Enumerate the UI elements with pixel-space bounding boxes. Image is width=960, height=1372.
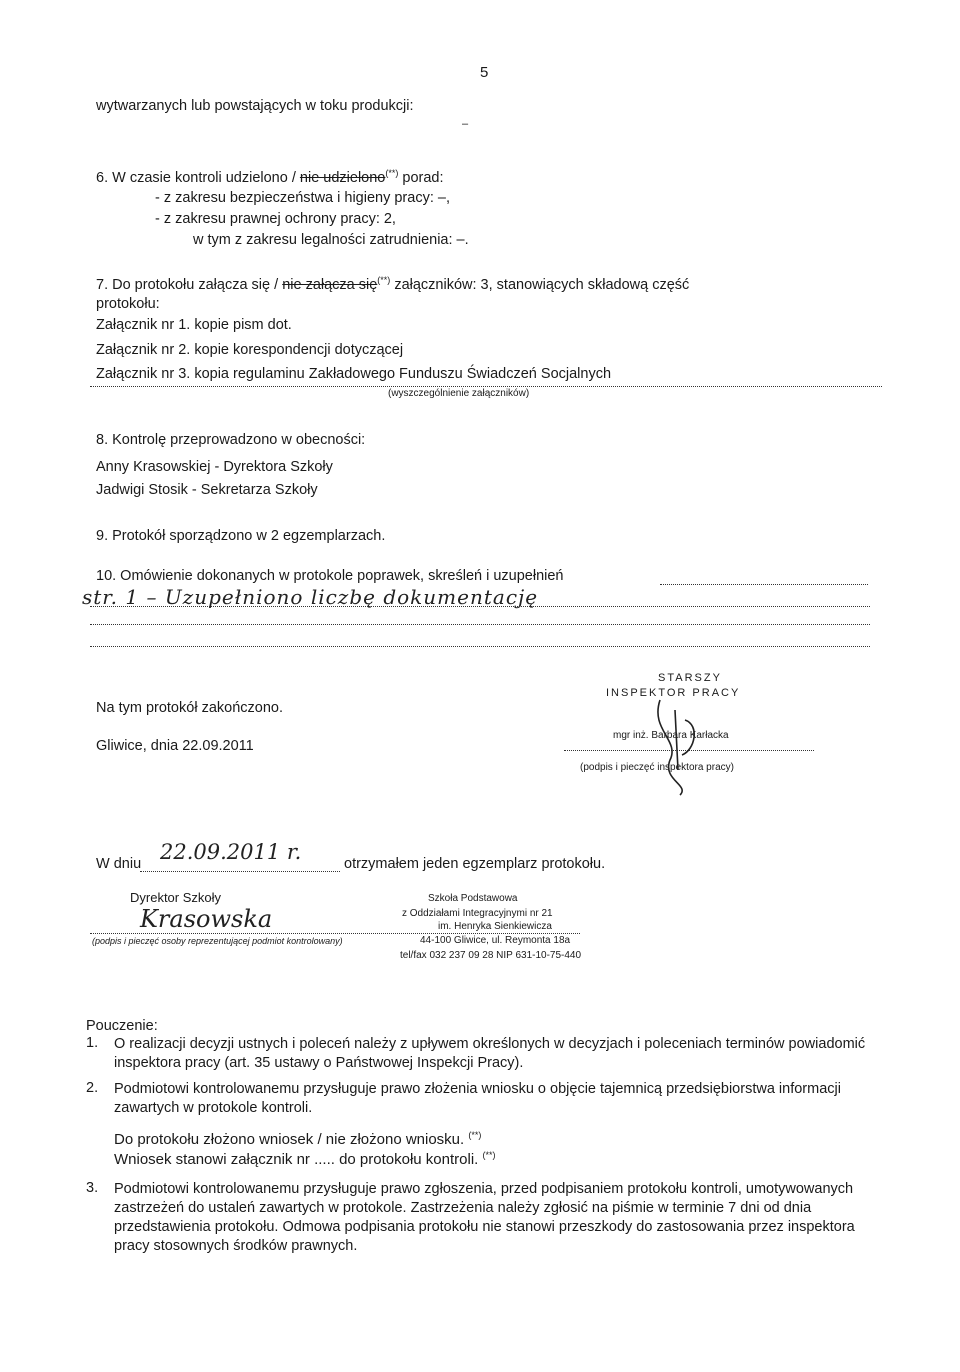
section-10-handwritten: str. 1 – Uzupełniono liczbę dokumentację (82, 585, 539, 609)
director-signature: Krasowska (140, 905, 273, 933)
attachment-2: Załącznik nr 2. kopie korespondencji dotyczącej (96, 342, 404, 358)
receipt-suffix: otrzymałem jeden egzemplarz protokołu. (344, 856, 606, 872)
instructions-heading: Pouczenie: (86, 1018, 158, 1034)
section-10-dotted-3 (90, 624, 870, 625)
instruction-2-sub-1 (114, 1130, 481, 1148)
attachment-3: Załącznik nr 3. kopia regulaminu Zakładowego Funduszu Świadczeń Socjalnych (96, 366, 612, 382)
section-7-line-2: protokołu: (96, 296, 160, 312)
instruction-2-sub-1-text: Do protokołu złożono wniosek / nie złożono wniosku. (114, 1131, 465, 1148)
top-line-dash: – (462, 118, 469, 130)
receipt-prefix: W dniu (96, 856, 142, 872)
section-7-line-1-a: 7. Do protokołu załącza się / (96, 276, 283, 293)
receipt-date-line (140, 871, 340, 872)
instruction-3-number: 3. (86, 1180, 99, 1196)
section-10-dotted-2 (90, 606, 870, 607)
inspector-stamp-line-2: INSPEKTOR PRACY (606, 687, 741, 699)
inspector-signature (640, 690, 720, 800)
section-6-heading (96, 168, 444, 186)
top-line-text: wytwarzanych lub powstających w toku produkcji: (96, 98, 414, 114)
section-8-person-2: Jadwigi Stosik - Sekretarza Szkoły (96, 482, 318, 498)
inspector-stamp-line-1: STARSZY (658, 672, 722, 684)
section-7-line-1-strike: nie załącza się (282, 276, 378, 293)
section-9-text: 9. Protokół sporządzono w 2 egzemplarzach. (96, 528, 386, 544)
instruction-2-sub-2-sup: (**) (482, 1150, 496, 1160)
section-6-heading-sup: (**) (385, 168, 399, 178)
section-6-item-1: - z zakresu bezpieczeństwa i higieny pracy: –, (155, 190, 450, 206)
attachments-caption: (wyszczególnienie załączników) (388, 388, 530, 399)
inspector-name: mgr inż. Barbara Karłacka (613, 730, 729, 741)
section-6-item-3: w tym z zakresu legalności zatrudnienia: –. (193, 232, 469, 248)
instruction-1-number: 1. (86, 1035, 99, 1051)
section-6-heading-a: 6. W czasie kontroli udzielono / (96, 169, 300, 186)
page-number: 5 (480, 64, 489, 81)
section-6-heading-strike: nie udzielono (299, 169, 386, 186)
section-8-person-1: Anny Krasowskiej - Dyrektora Szkoły (96, 459, 333, 475)
instruction-2-sub-2 (114, 1150, 496, 1168)
instruction-2-sub-2-text: Wniosek stanowi załącznik nr ..... do protokołu kontroli. (114, 1151, 479, 1168)
section-7-line-1-sup: (**) (377, 275, 391, 285)
school-stamp-line-2: z Oddziałami Integracyjnymi nr 21 (402, 908, 553, 919)
director-signature-line (90, 933, 580, 934)
school-stamp-line-1: Szkoła Podstawowa (428, 893, 518, 904)
closing-text: Na tym protokół zakończono. (96, 700, 283, 716)
section-8-heading: 8. Kontrolę przeprowadzono w obecności: (96, 432, 366, 448)
director-caption: (podpis i pieczęć osoby reprezentującej podmiot kontrolowany) (92, 936, 343, 946)
director-stamp-title: Dyrektor Szkoły (130, 890, 222, 905)
receipt-date-handwritten: 22.09.2011 r. (160, 840, 302, 864)
instruction-2-sub-1-sup: (**) (468, 1130, 482, 1140)
section-10-dotted-1 (660, 584, 868, 585)
instruction-3-text: Podmiotowi kontrolowanemu przysługuje prawo zgłoszenia, przed podpisaniem protokołu kontroli, umotywowanych zastrzeżeń do ustaleń zawartych w protokole. Zastrzeżenia należy zgłosić na piśmie w terminie 7 dni od dnia przedstawienia protokołu. Odmowa podpisania protokołu nie stanowi przeszkody do zastosowania przez inspektora pracy stosownych środków prawnych. (114, 1181, 855, 1254)
inspector-caption: (podpis i pieczęć inspektora pracy) (580, 762, 734, 773)
attachments-dotted-line (90, 386, 882, 387)
place-date: Gliwice, dnia 22.09.2011 (96, 738, 254, 754)
instruction-1-text: O realizacji decyzji ustnych i poleceń należy z upływem określonych w decyzjach i poleceniach terminów powiadomić inspektora pracy (art. 35 ustawy o Państwowej Inspekcji Pracy). (114, 1036, 866, 1071)
attachment-1: Załącznik nr 1. kopie pism dot. (96, 317, 292, 333)
school-stamp-line-3: im. Henryka Sienkiewicza (438, 921, 552, 932)
school-stamp-line-4: 44-100 Gliwice, ul. Reymonta 18a (420, 935, 571, 946)
instruction-2-number: 2. (86, 1080, 99, 1096)
section-7-line-1-b: załączników: 3, stanowiących składową część (390, 276, 690, 293)
school-stamp-line-5: tel/fax 032 237 09 28 NIP 631-10-75-440 (400, 950, 582, 961)
instruction-2-text: Podmiotowi kontrolowanemu przysługuje prawo złożenia wniosku o objęcie tajemnicą przedsiębiorstwa informacji zawartych w protokole kontroli. (114, 1081, 841, 1116)
section-7-line-1 (96, 275, 689, 293)
section-6-item-2: - z zakresu prawnej ochrony pracy: 2, (155, 211, 396, 227)
section-10-heading: 10. Omówienie dokonanych w protokole poprawek, skreśleń i uzupełnień (96, 568, 564, 584)
section-6-heading-b: porad: (398, 169, 444, 186)
section-10-dotted-4 (90, 646, 870, 647)
